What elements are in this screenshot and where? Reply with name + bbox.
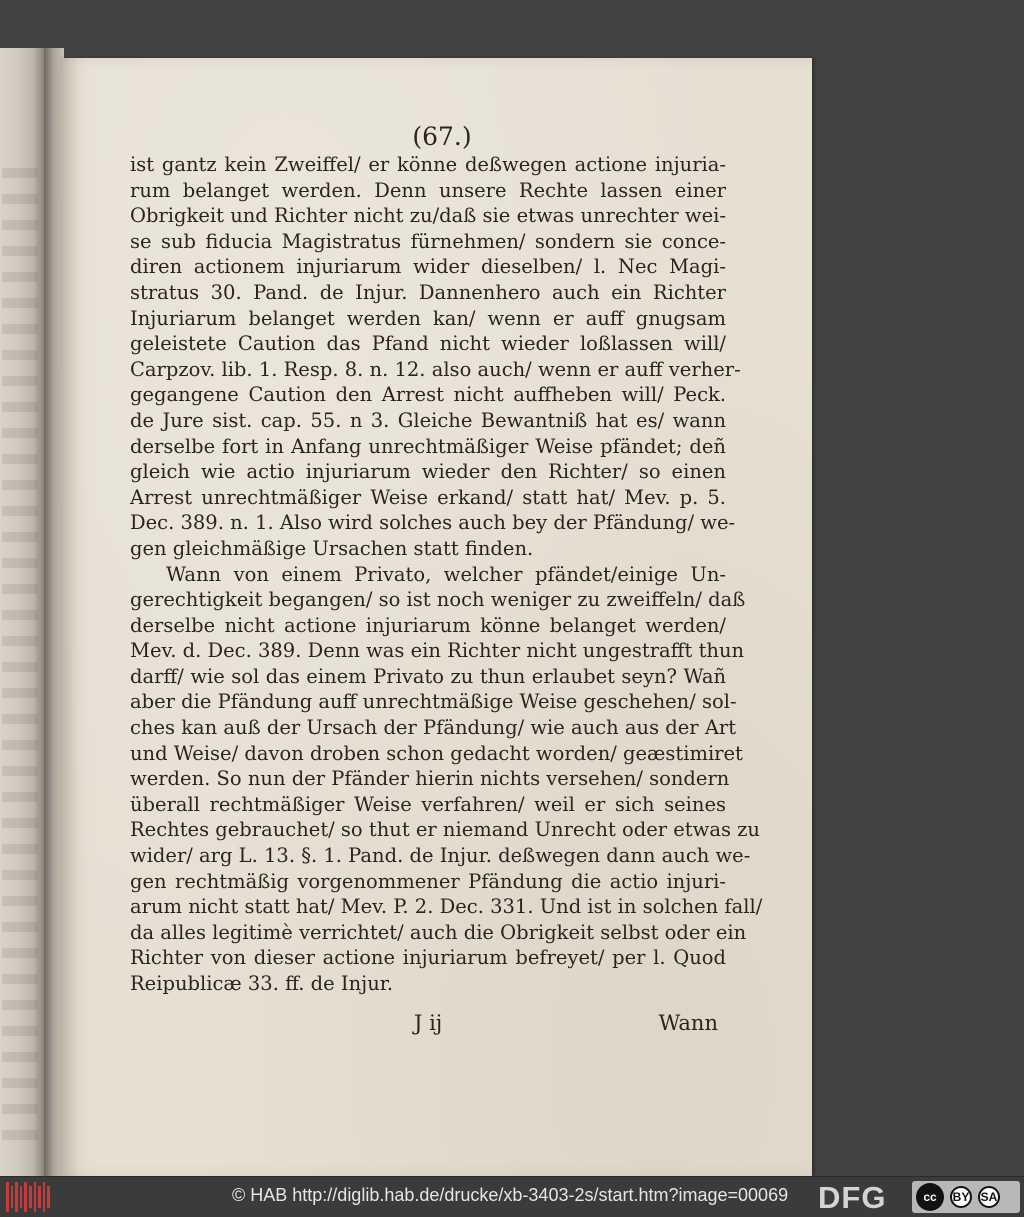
text-line: stratus 30. Pand. de Injur. Dannenhero auch ein Richter (130, 280, 726, 304)
text-line: Obrigkeit und Richter nicht zu/daß sie etwas unrechter wei- (130, 204, 726, 228)
text-line: Wann von einem Privato, welcher pfändet/einige Un- (166, 562, 726, 586)
creative-commons-icon: cc (916, 1183, 944, 1211)
text-line: Mev. d. Dec. 389. Denn was ein Richter nicht ungestrafft thun (130, 639, 745, 663)
text-line: arum nicht statt hat/ Mev. P. 2. Dec. 331. Und ist in solchen fall/ (130, 895, 763, 919)
text-line: werden. So nun der Pfänder hierin nichts versehen/ sondern (130, 767, 730, 791)
previous-page-text-fragment (2, 168, 38, 1148)
page-text-block (130, 122, 763, 1043)
cc-license-badge[interactable] (912, 1181, 1020, 1213)
hab-logo[interactable] (6, 1182, 50, 1212)
text-line: gen rechtmäßig vorgenommener Pfändung die actio injuri- (130, 869, 726, 893)
text-line: rum belanget werden. Denn unsere Rechte lassen einer (130, 178, 726, 202)
copyright-link[interactable]: © HAB http://diglib.hab.de/drucke/xb-3403-2s/start.htm?image=00069 (232, 1185, 789, 1205)
text-line: diren actionem injuriarum wider dieselben/ l. Nec Magi- (130, 255, 726, 279)
dfg-logo[interactable]: DFG (818, 1180, 887, 1215)
text-line: Rechtes gebrauchet/ so thut er niemand Unrecht oder etwas zu (130, 818, 760, 842)
text-line: gerechtigkeit begangen/ so ist noch weniger zu zweiffeln/ daß (130, 588, 746, 612)
text-line: derselbe fort in Anfang unrechtmäßiger Weise pfändet; deñ (130, 434, 726, 458)
text-line: geleistete Caution das Pfand nicht wieder loßlassen will/ (130, 332, 726, 356)
page-number: (67.) (412, 122, 472, 151)
viewer-footer (0, 1176, 1024, 1217)
text-line: und Weise/ davon droben schon gedacht worden/ geæstimiret (130, 741, 743, 765)
previous-page-edge (0, 48, 44, 1176)
text-line: derselbe nicht actione injuriarum könne belanget werden/ (130, 613, 726, 637)
text-line: ches kan auß der Ursach der Pfändung/ wie auch aus der Art (130, 716, 737, 740)
text-line: Reipublicæ 33. ff. de Injur. (130, 972, 394, 995)
text-line: wider/ arg L. 13. §. 1. Pand. de Injur. deßwegen dann auch we- (130, 844, 751, 868)
text-line: gleich wie actio injuriarum wieder den Richter/ so einen (130, 460, 726, 484)
text-line: Carpzov. lib. 1. Resp. 8. n. 12. also auch/ wenn er auff verher- (130, 357, 741, 381)
text-line: Dec. 389. n. 1. Also wird solches auch bey der Pfändung/ we- (130, 511, 736, 535)
text-line: de Jure sist. cap. 55. n 3. Gleiche Bewantniß hat es/ wann (130, 408, 726, 432)
catchword: Wann (658, 1010, 718, 1035)
text-line: gegangene Caution den Arrest nicht auffheben will/ Peck. (130, 383, 726, 407)
text-line: darff/ wie sol das einem Privato zu thun erlaubet seyn? Wañ (130, 664, 726, 688)
text-line: ist gantz kein Zweiffel/ er könne deßwegen actione injuria- (130, 153, 726, 176)
share-alike-icon: SA (978, 1186, 1000, 1208)
text-line: aber die Pfändung auff unrechtmäßige Weise geschehen/ sol- (130, 690, 737, 714)
signature-mark: J ij (414, 1010, 443, 1035)
text-line: gen gleichmäßige Ursachen statt finden. (130, 536, 534, 560)
text-line: se sub fiducia Magistratus fürnehmen/ sondern sie conce- (130, 229, 726, 253)
attribution-icon: BY (950, 1186, 972, 1208)
text-line: Richter von dieser actione injuriarum befreyet/ per l. Quod (130, 946, 726, 970)
book-page (60, 58, 812, 1176)
text-line: da alles legitimè verrichtet/ auch die Obrigkeit selbst oder ein (130, 920, 747, 944)
page-footer-line (130, 1007, 726, 1043)
text-line: Arrest unrechtmäßiger Weise erkand/ statt hat/ Mev. p. 5. (130, 485, 726, 509)
text-line: überall rechtmäßiger Weise verfahren/ weil er sich seines (130, 792, 726, 816)
text-line: Injuriarum belanget werden kan/ wenn er auff gnugsam (130, 306, 726, 330)
